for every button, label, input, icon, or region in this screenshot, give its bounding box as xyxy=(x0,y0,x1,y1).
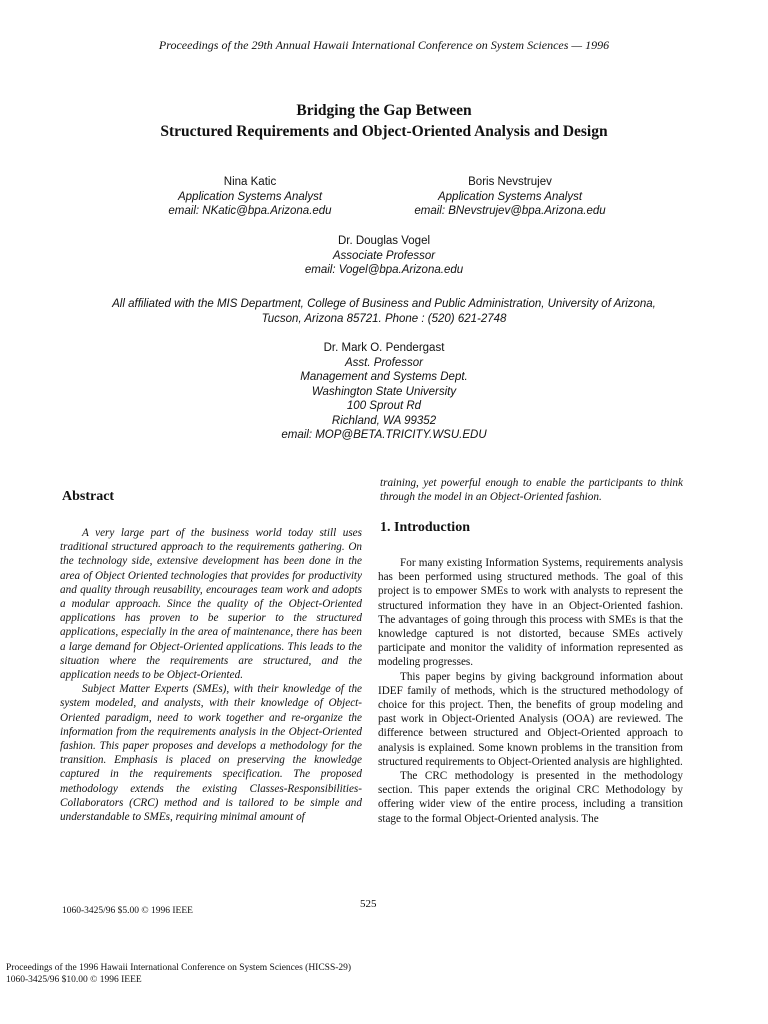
affiliation-line-1: All affiliated with the MIS Department, College of Business and Public Administration, University of Arizona, xyxy=(112,298,656,310)
author-email: email: Vogel@bpa.Arizona.edu xyxy=(304,264,464,276)
author-email: email: BNevstrujev@bpa.Arizona.edu xyxy=(414,205,606,217)
intro-paragraph-3: The CRC methodology is presented in the methodology section. This paper extends the original CRC Methodology by offering wider view of the entire process, including a transition stage to the formal Object-Oriented analysis. The xyxy=(378,770,683,825)
author-role: Asst. Professor xyxy=(345,356,423,369)
author-role: Application Systems Analyst xyxy=(177,190,323,203)
title-line-1: Bridging the Gap Between xyxy=(296,102,472,119)
abstract-paragraph-2: Subject Matter Experts (SMEs), with their knowledge of the system modeled, and analysts, with their knowledge of Object-Oriented paradigm, need to work together and re-organize the information from the requirements analysis in the Object-Oriented fashion. This paper proposes and develops a methodology for the transition. Emphasis is placed on preserving the knowledge captured in the requirements specification. The proposed methodology extends the existing Classes-Responsibilities-Collaborators (CRC) method and is tailored to be simple and understandable to SMEs, requiring minimal amount of xyxy=(60,683,362,824)
abstract-continuation-text: training, yet powerful enough to enable the participants to think through the model in an Object-Oriented fashion. xyxy=(380,477,683,504)
author-block-katic xyxy=(150,175,350,219)
author-role: Associate Professor xyxy=(332,249,436,262)
footer-line-1: Proceedings of the 1996 Hawaii International Conference on System Sciences (HICSS-29) xyxy=(6,963,352,973)
author-name: Boris Nevstrujev xyxy=(468,176,552,188)
affiliation-line-2: Tucson, Arizona 85721. Phone : (520) 621-2748 xyxy=(261,312,507,325)
author-street: 100 Sprout Rd xyxy=(346,400,422,412)
author-block-pendergast xyxy=(184,341,584,443)
footer-line-2: 1060-3425/96 $10.00 © 1996 IEEE xyxy=(6,975,142,985)
author-city: Richland, WA 99352 xyxy=(331,414,437,427)
footer xyxy=(6,962,351,986)
introduction-body xyxy=(378,556,683,826)
intro-paragraph-2: This paper begins by giving background information about IDEF family of methods, which is the structured methodology of choice for this project. Then, the benefits of group modeling and past work in Object-Oriented Analysis (OOA) are reviewed. The difference between structured and Object-Oriented approach to analysis is explained. Some known problems in the transition from structured requirements to Object-Oriented analysis are highlighted. xyxy=(378,670,683,768)
copyright-line: 1060-3425/96 $5.00 © 1996 IEEE xyxy=(62,906,193,916)
author-role: Application Systems Analyst xyxy=(437,190,583,203)
intro-paragraph-1: For many existing Information Systems, requirements analysis has been performed using structured methods. The goal of this project is to empower SMEs to work with analysts to represent the structured information they have in an Object-Oriented fashion. The advantages of going through this process with SMEs is that the knowledge captured is not distorted, because SMEs actively participate and monitor the validity of information represented as modeling progresses. xyxy=(378,557,683,669)
introduction-heading: 1. Introduction xyxy=(380,520,470,535)
author-name: Dr. Douglas Vogel xyxy=(337,235,431,247)
affiliation xyxy=(50,297,718,326)
author-block-nevstrujev xyxy=(395,175,625,219)
paper-title xyxy=(0,100,768,142)
running-header: Proceedings of the 29th Annual Hawaii International Conference on System Sciences — 1996 xyxy=(158,38,610,52)
abstract-paragraph-1: A very large part of the business world today still uses traditional structured approach to the requirements gathering. On the technology side, extensive development has been done in the area of Object Oriented technologies that provides for productivity and quality through reusability, encourages team work and adopts a modular approach. Since the quality of the Object-Oriented applications has proven to be superior to the structured applications, especially in the area of maintenance, there has been a large demand for Object-Oriented applications. This leads to the situation where the requirements are structured, and the application needs to be Object-Oriented. xyxy=(60,527,362,682)
author-name: Dr. Mark O. Pendergast xyxy=(323,342,445,354)
page-number: 525 xyxy=(360,898,377,910)
abstract-continuation xyxy=(380,476,683,504)
abstract-body xyxy=(60,526,362,824)
author-email: email: NKatic@bpa.Arizona.edu xyxy=(168,205,332,217)
author-dept: Management and Systems Dept. xyxy=(300,371,468,383)
author-university: Washington State University xyxy=(311,385,457,398)
title-line-2: Structured Requirements and Object-Oriented Analysis and Design xyxy=(160,123,608,140)
author-block-vogel xyxy=(234,234,534,278)
abstract-heading: Abstract xyxy=(62,489,115,504)
author-email: email: MOP@BETA.TRICITY.WSU.EDU xyxy=(281,429,487,441)
author-name: Nina Katic xyxy=(223,176,277,188)
